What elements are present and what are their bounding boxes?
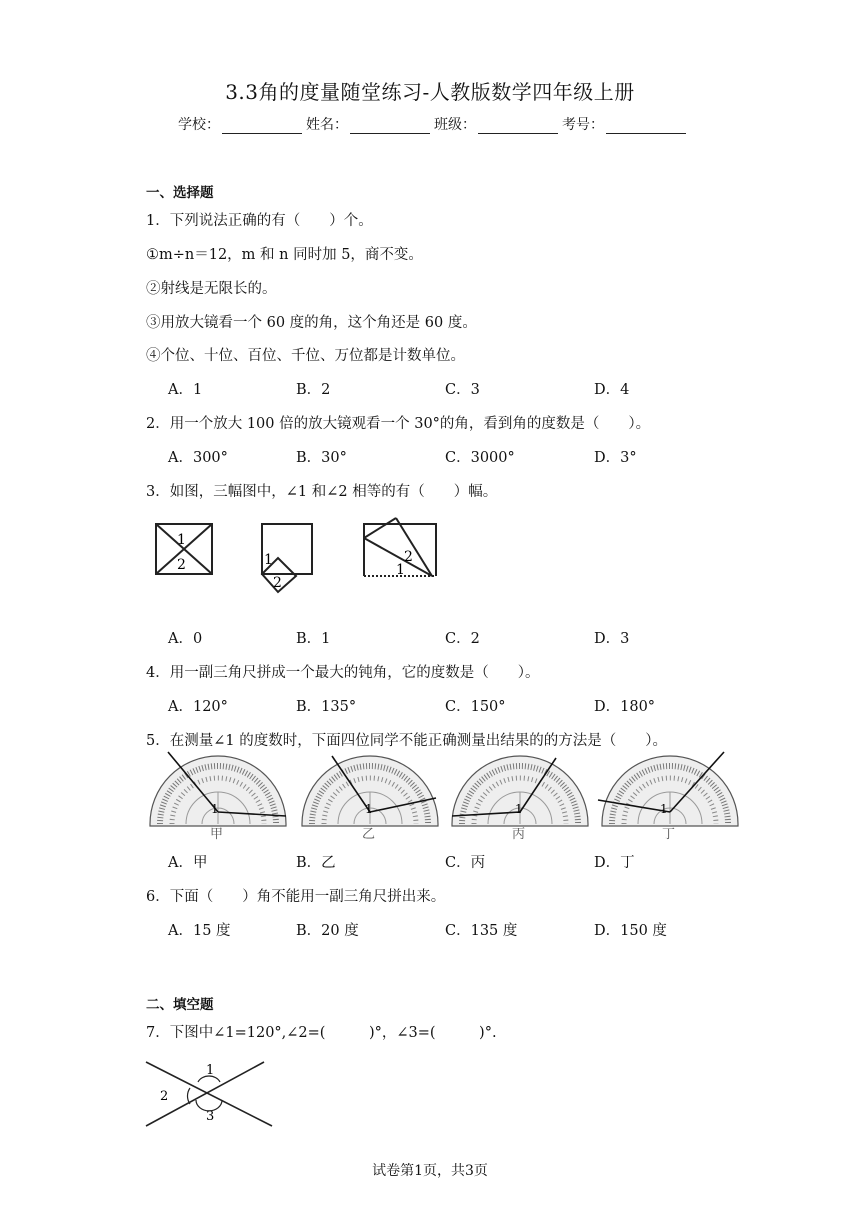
q1-stem: 1．下列说法正确的有（ ）个。 bbox=[146, 213, 373, 229]
exam-no-label: 考号： bbox=[562, 117, 604, 133]
q4-option-a[interactable]: A．120° bbox=[168, 699, 228, 715]
q3-figures bbox=[150, 518, 450, 598]
q1-option-b[interactable]: B．2 bbox=[296, 382, 331, 398]
q3-fig2-label-1: 1 bbox=[264, 552, 273, 568]
q4-option-b[interactable]: B．135° bbox=[296, 699, 357, 715]
exam-no-blank[interactable] bbox=[606, 119, 686, 134]
q5-angle-label-ding: 1 bbox=[660, 802, 668, 816]
q4-option-c[interactable]: C．150° bbox=[445, 699, 506, 715]
q5-option-c[interactable]: C．丙 bbox=[445, 855, 486, 871]
q7-label-3: 3 bbox=[206, 1109, 215, 1124]
q7-label-2: 2 bbox=[160, 1089, 169, 1104]
q3-fig2-label-2: 2 bbox=[273, 575, 282, 591]
page-footer: 试卷第1页，共3页 bbox=[372, 1163, 488, 1179]
q1-statement-4: ④个位、十位、百位、千位、万位都是计数单位。 bbox=[146, 348, 465, 364]
section-fill-heading: 二、填空题 bbox=[146, 997, 214, 1013]
q5-stem: 5．在测量∠1 的度数时，下面四位同学不能正确测量出结果的的方法是（ ）。 bbox=[146, 733, 667, 749]
q6-stem: 6．下面（ ）角不能用一副三角尺拼出来。 bbox=[146, 889, 446, 905]
q5-label-ding: 丁 bbox=[662, 827, 676, 842]
section-choice-heading: 一、选择题 bbox=[146, 185, 214, 201]
q5-angle-label-bing: 1 bbox=[515, 802, 523, 816]
school-blank[interactable] bbox=[222, 119, 302, 134]
q5-angle-label-yi: 1 bbox=[365, 802, 373, 816]
q5-label-bing: 丙 bbox=[512, 827, 526, 842]
q3-stem: 3．如图，三幅图中，∠1 和∠2 相等的有（ ）幅。 bbox=[146, 484, 498, 500]
q6-option-c[interactable]: C．135 度 bbox=[445, 923, 518, 939]
q2-stem: 2．用一个放大 100 倍的放大镜观看一个 30°的角，看到角的度数是（ ）。 bbox=[146, 416, 651, 432]
q2-option-d[interactable]: D．3° bbox=[594, 450, 637, 466]
q6-option-d[interactable]: D．150 度 bbox=[594, 923, 667, 939]
q6-option-b[interactable]: B．20 度 bbox=[296, 923, 359, 939]
q7-label-1: 1 bbox=[206, 1063, 215, 1078]
q4-option-d[interactable]: D．180° bbox=[594, 699, 656, 715]
q6-option-a[interactable]: A．15 度 bbox=[168, 923, 231, 939]
q5-option-d[interactable]: D．丁 bbox=[594, 855, 635, 871]
q1-statement-3: ③用放大镜看一个 60 度的角，这个角还是 60 度。 bbox=[146, 315, 477, 331]
q3-fig3-label-2: 2 bbox=[404, 549, 413, 565]
q5-label-yi: 乙 bbox=[362, 827, 376, 842]
q3-option-d[interactable]: D．3 bbox=[594, 631, 630, 647]
q5-angle-label-jia: 1 bbox=[211, 802, 219, 816]
q3-fig3-label-1: 1 bbox=[396, 562, 405, 578]
q3-option-b[interactable]: B．1 bbox=[296, 631, 331, 647]
page-title: 3.3角的度量随堂练习-人教版数学四年级上册 bbox=[225, 80, 635, 104]
protractor-ding bbox=[598, 752, 738, 826]
q4-stem: 4．用一副三角尺拼成一个最大的钝角，它的度数是（ ）。 bbox=[146, 665, 540, 681]
q5-option-b[interactable]: B．乙 bbox=[296, 855, 336, 871]
q2-option-b[interactable]: B．30° bbox=[296, 450, 347, 466]
q1-option-c[interactable]: C．3 bbox=[445, 382, 480, 398]
q7-figure bbox=[144, 1058, 284, 1130]
q3-option-a[interactable]: A．0 bbox=[168, 631, 203, 647]
q1-option-d[interactable]: D．4 bbox=[594, 382, 630, 398]
q7-stem: 7．下图中∠1=120°,∠2=( )°，∠3=( )°. bbox=[146, 1025, 497, 1041]
class-blank[interactable] bbox=[478, 119, 558, 134]
q5-label-jia: 甲 bbox=[210, 827, 224, 842]
q5-protractors bbox=[146, 750, 736, 842]
q3-fig1-label-2: 2 bbox=[177, 557, 186, 573]
q1-option-a[interactable]: A．1 bbox=[168, 382, 203, 398]
q2-option-c[interactable]: C．3000° bbox=[445, 450, 515, 466]
q1-statement-2: ②射线是无限长的。 bbox=[146, 281, 277, 297]
q1-statement-1: ①m÷n＝12，m 和 n 同时加 5，商不变。 bbox=[146, 247, 423, 263]
q3-fig1-label-1: 1 bbox=[177, 532, 186, 548]
q2-option-a[interactable]: A．300° bbox=[168, 450, 228, 466]
q5-option-a[interactable]: A．甲 bbox=[168, 855, 208, 871]
name-blank[interactable] bbox=[350, 119, 430, 134]
class-label: 班级： bbox=[434, 117, 476, 133]
student-info-line bbox=[178, 114, 690, 134]
q3-option-c[interactable]: C．2 bbox=[445, 631, 480, 647]
school-label: 学校： bbox=[178, 117, 220, 133]
name-label: 姓名： bbox=[306, 117, 348, 133]
